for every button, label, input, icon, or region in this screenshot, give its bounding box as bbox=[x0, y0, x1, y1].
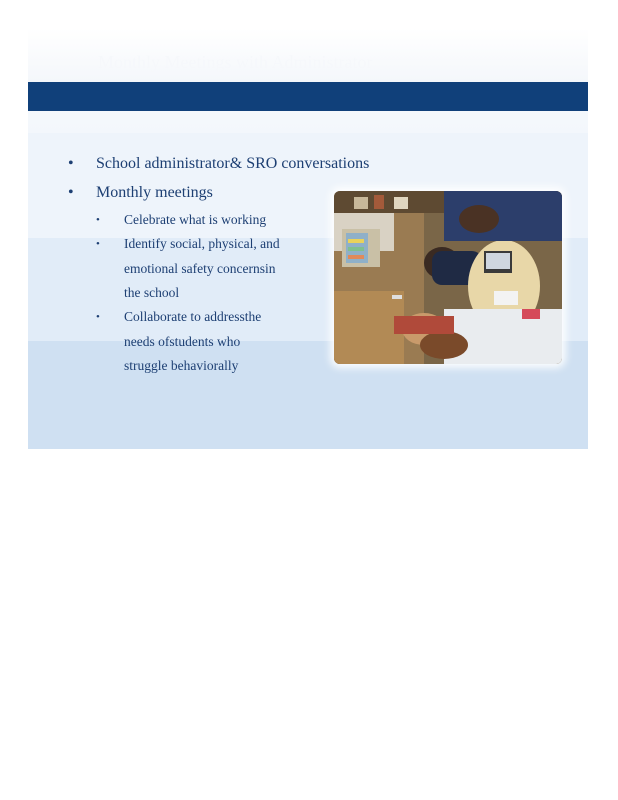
sub-bullet-line: the school bbox=[124, 285, 180, 300]
sub-bullet-dot-icon: • bbox=[96, 214, 100, 226]
bullet-text: Monthly meetings bbox=[96, 184, 213, 201]
sub-bullet-line: emotional safety concernsin bbox=[124, 260, 276, 276]
bullet-dot-icon: • bbox=[68, 155, 74, 172]
sub-bullet-line: Celebrate what is working bbox=[124, 212, 267, 227]
bullet-dot-icon: • bbox=[68, 184, 74, 201]
bullet-text: School administrator& SRO conversations bbox=[96, 155, 370, 172]
sub-bullet-line: needs ofstudents who bbox=[124, 333, 241, 349]
meeting-photo-icon bbox=[334, 191, 562, 364]
title-bar bbox=[28, 82, 588, 111]
sub-bullet-dot-icon: • bbox=[96, 311, 100, 323]
meeting-photo bbox=[334, 191, 562, 364]
title-area bbox=[28, 28, 588, 82]
sub-bullet-line: Collaborate to addressthe bbox=[124, 309, 262, 324]
sub-bullet-line: Identify social, physical, and bbox=[124, 236, 280, 251]
sub-bullet-line: struggle behaviorally bbox=[124, 358, 239, 373]
slide-title: Monthly Meetings with Administrator bbox=[98, 52, 373, 72]
slide bbox=[28, 28, 588, 449]
sub-bullet-dot-icon: • bbox=[96, 238, 100, 250]
